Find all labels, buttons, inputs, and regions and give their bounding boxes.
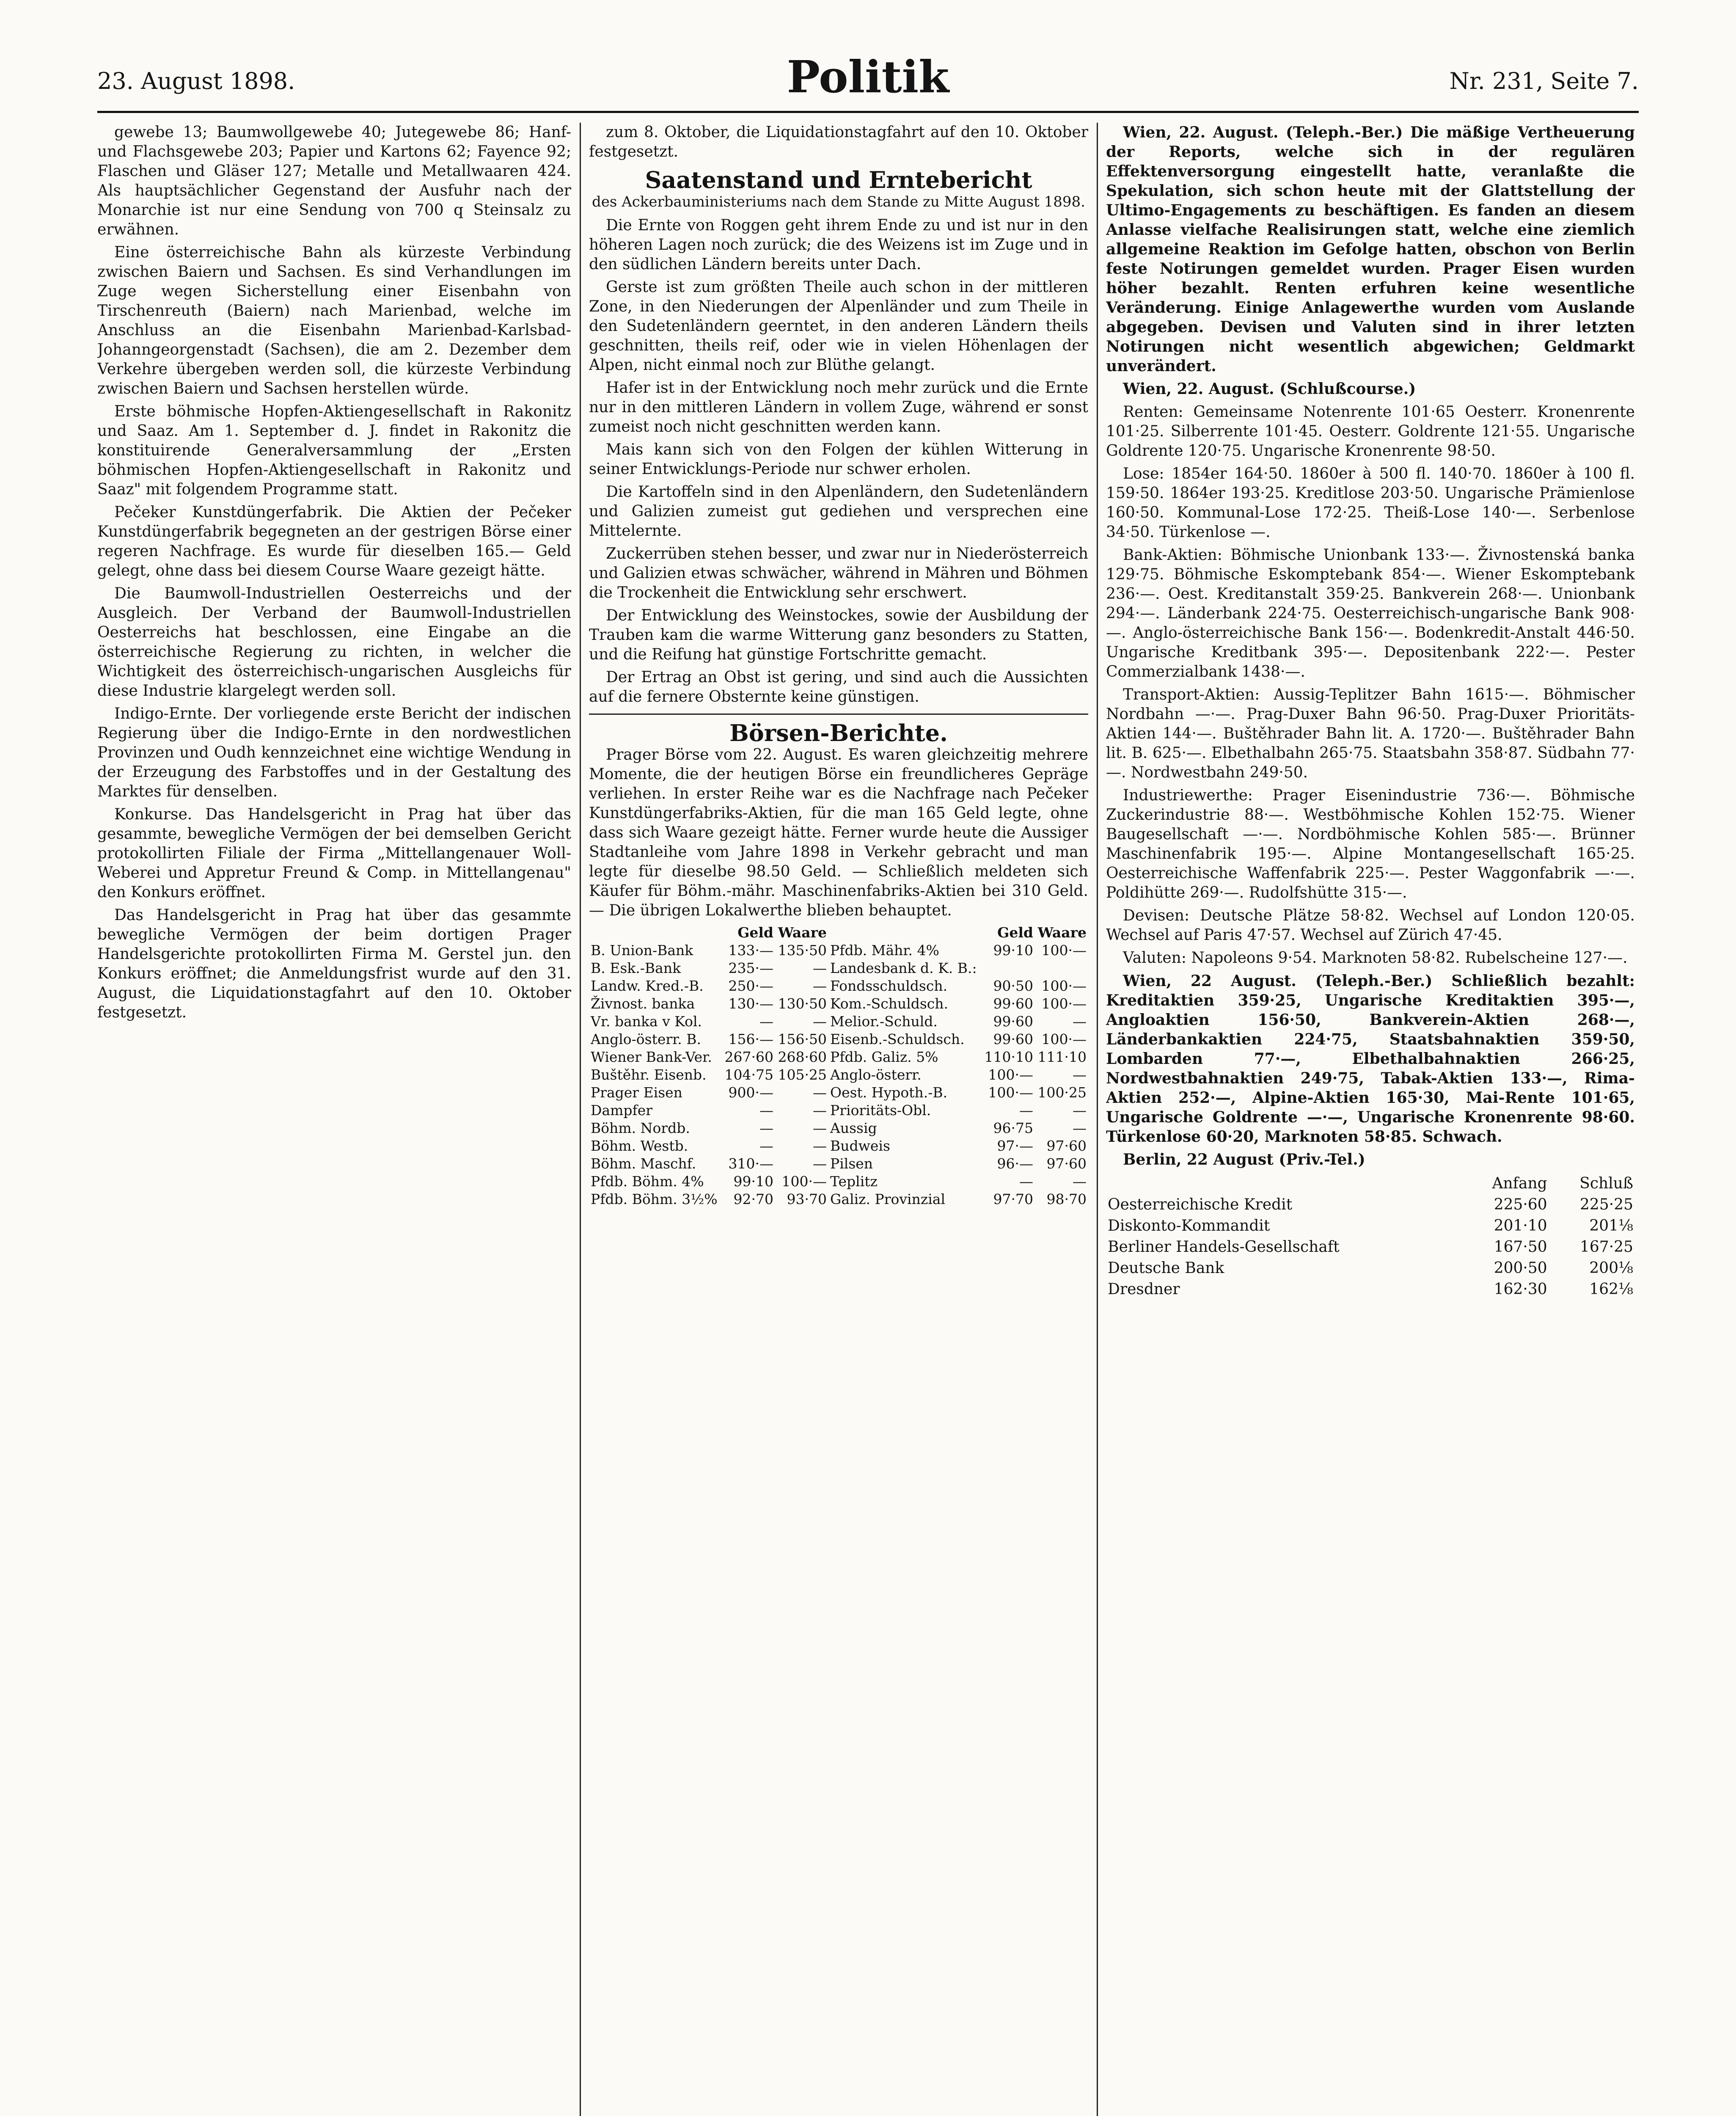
table-cell	[1035, 959, 1088, 977]
header-rule	[97, 111, 1639, 113]
article-paragraph: Pečeker Kunstdüngerfabrik. Die Aktien der Pečeker Kunstdüngerfabrik begegneten an der gestrigen Börse einer regeren Nachfrage. Es wurde für dieselben 165.— Geld gelegt, ohne dass bei diesem Course Waare gezeigt hätte.	[97, 504, 571, 579]
table-cell: Prager Eisen	[591, 1084, 682, 1101]
table-cell: Vr. banka v Kol.	[591, 1013, 702, 1030]
table-cell: 156·—	[728, 1031, 774, 1047]
table-cell: —	[813, 960, 827, 976]
table-cell: 200·50	[1494, 1259, 1547, 1277]
table-cell: Berliner Handels-Gesellschaft	[1108, 1238, 1340, 1256]
table-cell: B. Esk.-Bank	[591, 960, 681, 976]
article-paragraph: Die Ernte von Roggen geht ihrem Ende zu und ist nur in den höheren Lagen noch zurück; die des Weizens ist im Zuge und in den südlichen Ländern bereits unter Dach.	[589, 217, 1088, 273]
table-cell: —	[813, 1120, 827, 1136]
table-cell: —	[813, 1013, 827, 1030]
header-cell: Anfang	[1492, 1175, 1547, 1192]
table-row	[1106, 1258, 1635, 1279]
table-cell: 225·25	[1580, 1196, 1633, 1213]
article-paragraph: Die Baumwoll-Industriellen Oesterreichs und der Ausgleich. Der Verband der Baumwoll-Industriellen Oesterreichs hat beschlossen, eine Eingabe an die österreichische Regierung zu richten, in welcher die Wichtigkeit des österreichisch-ungarischen Ausgleichs für diese Industrie klargelegt werden soll.	[97, 585, 571, 700]
table-cell: 225·60	[1494, 1196, 1547, 1213]
table-row	[589, 1013, 1088, 1030]
table-cell: Pfdb. Böhm. 4%	[591, 1173, 704, 1190]
column-3	[1106, 123, 1635, 2116]
table-cell: 104·75	[724, 1066, 774, 1083]
article-paragraph: Hafer ist in der Entwicklung noch mehr zurück und die Ernte nur in den mittleren Ländern in vollem Zuge, während er sonst zumeist noch nicht geschnitten werden kann.	[589, 379, 1088, 435]
table-cell: —	[759, 1120, 774, 1136]
article-paragraph: Prager Börse vom 22. August. Es waren gleichzeitig mehrere Momente, die der heutigen Börse ein freundlicheres Gepräge verliehen. In erster Reihe war es die Nachfrage nach Pečeker Kunstdüngerfabriks-Aktien, für die man 165 Geld legte, ohne dass sich Waare gezeigt hätte. Ferner wurde heute die Aussiger Stadtanleihe vom Jahre 1898 in Verkehr gebracht und man legte für dieselbe 98.50 Geld. — Schließlich meldeten sich Käufer für Böhm.-mähr. Maschinenfabriks-Aktien bei 310 Geld. — Die übrigen Lokalwerthe blieben behauptet.	[589, 746, 1088, 919]
table-row	[589, 942, 1088, 959]
table-row	[1106, 1279, 1635, 1300]
table-cell: B. Union-Bank	[591, 942, 693, 959]
article-paragraph: Bank-Aktien: Böhmische Unionbank 133·—. Živnostenská banka 129·75. Böhmische Eskomptebank 854·—. Wiener Eskomptebank 236·—. Oest. Kreditanstalt 359·25. Bankverein 268·—. Unionbank 294·—. Länderbank 224·75. Oesterreichisch-ungarische Bank 908·—. Anglo-österreichische Bank 156·—. Bodenkredit-Anstalt 446·50. Ungarische Kreditbank 395·—. Depositenbank 222·—. Pester Commerzialbank 1438·—.	[1106, 546, 1635, 681]
berlin-quotes-table	[1106, 1173, 1635, 1300]
table-cell: 268·60	[778, 1049, 827, 1065]
article-paragraph: Indigo-Ernte. Der vorliegende erste Bericht der indischen Regierung über die Indigo-Ernte in den nordwestlichen Provinzen und Oudh kennzeichnet eine wichtige Wendung in der Erzeugung des Farbstoffes und in der Gestaltung des Marktes für denselben.	[97, 705, 571, 800]
table-cell: 110·10	[984, 1049, 1033, 1065]
table-cell: 97·60	[1046, 1138, 1087, 1154]
table-cell: 100·25	[1037, 1084, 1087, 1101]
table-cell: 100·—	[781, 1173, 827, 1190]
table-cell: 267·60	[724, 1049, 774, 1065]
table-cell: —	[813, 978, 827, 994]
article-paragraph: Zuckerrüben stehen besser, und zwar nur in Niederösterreich und Galizien etwas schwächer, während in Mähren und Böhmen die Trockenheit die Entwicklung sehr erschwert.	[589, 545, 1088, 601]
table-cell: Galiz. Provinzial	[830, 1191, 946, 1207]
table-cell: 97·70	[993, 1191, 1033, 1207]
table-cell: Pfdb. Mähr. 4%	[830, 942, 939, 959]
article-paragraph: Eine österreichische Bahn als kürzeste Verbindung zwischen Baiern und Sachsen. Es sind Verhandlungen im Zuge wegen Sicherstellung einer Eisenbahn von Tirschenreuth (Baiern) nach Marienbad, welche im Anschluss an die Eisenbahn Marienbad-Karlsbad-Johanngeorgenstadt (Sachsen), die am 2. Dezember dem Verkehre übergeben werden soll, die kürzeste Verbindung zwischen Baiern und Sachsen herstellen würde.	[97, 244, 571, 397]
table-row	[589, 1102, 1088, 1119]
table-cell: Böhm. Westb.	[591, 1138, 688, 1154]
table-cell: —	[813, 1084, 827, 1101]
table-cell: 167·50	[1494, 1238, 1547, 1256]
table-cell: Landesbank d. K. B.:	[830, 960, 977, 976]
table-row	[589, 1084, 1088, 1102]
table-cell: 130·50	[778, 995, 827, 1012]
table-cell: 310·—	[728, 1155, 774, 1172]
table-cell: —	[1073, 1120, 1087, 1136]
table-cell: Fondsschuldsch.	[830, 978, 948, 994]
table-cell: 135·50	[778, 942, 827, 959]
table-cell: 99·10	[993, 942, 1033, 959]
table-header-row	[1106, 1173, 1635, 1194]
table-row	[589, 977, 1088, 995]
table-cell: 200⅛	[1589, 1259, 1633, 1277]
article-paragraph	[1106, 123, 1635, 376]
header-cell	[1106, 1173, 1461, 1194]
dateline: Wien, 22 August. (Teleph.-Ber.) Schließlich bezahlt:	[1123, 972, 1635, 990]
table-cell: 156·50	[778, 1031, 827, 1047]
table-cell: Anglo-österr.	[830, 1066, 922, 1083]
table-cell: Pfdb. Böhm. 3½%	[591, 1191, 718, 1207]
dateline: Berlin, 22 August (Priv.-Tel.)	[1123, 1151, 1365, 1168]
table-row	[1106, 1215, 1635, 1237]
table-cell: 92·70	[733, 1191, 774, 1207]
page-header	[97, 51, 1639, 110]
dateline: Wien, 22. August. (Schlußcourse.)	[1123, 380, 1416, 398]
table-cell: 162·30	[1494, 1281, 1547, 1298]
header-cell	[828, 924, 982, 942]
column-1	[97, 123, 571, 2116]
bourse-heading: Börsen-Berichte.	[729, 719, 948, 747]
table-cell: —	[759, 1013, 774, 1030]
table-cell: Wiener Bank-Ver.	[591, 1049, 712, 1065]
article-paragraph: Devisen: Deutsche Plätze 58·82. Wechsel auf London 120·05. Wechsel auf Paris 47·57. Wechsel auf Zürich 47·45.	[1106, 907, 1635, 944]
table-cell: 100·—	[988, 1084, 1033, 1101]
table-row	[589, 1048, 1088, 1066]
table-cell: 96·—	[997, 1155, 1033, 1172]
table-cell: 100·—	[1041, 942, 1087, 959]
table-row	[589, 1030, 1088, 1048]
dateline: Wien, 22. August. (Teleph.-Ber.)	[1123, 124, 1403, 141]
table-cell: 99·60	[993, 995, 1033, 1012]
table-cell: 90·50	[993, 978, 1033, 994]
table-cell: 250·—	[728, 978, 774, 994]
table-cell: —	[813, 1102, 827, 1119]
table-cell: Prioritäts-Obl.	[830, 1102, 931, 1119]
table-cell: Dampfer	[591, 1102, 653, 1119]
table-cell: Oest. Hypoth.-B.	[830, 1084, 948, 1101]
table-cell: 97·—	[997, 1138, 1033, 1154]
article-paragraph: Industriewerthe: Prager Eisenindustrie 736·—. Böhmische Zuckerindustrie 88·—. Westböhmische Kohlen 152·75. Wiener Baugesellschaft —·—. Nordböhmische Kohlen 585·—. Brünner Maschinenfabrik 195·—. Alpine Montangesellschaft 165·25. Oesterreichische Waffenfabrik 225·—. Pester Waggonfabrik —·—. Poldihütte 269·—. Rudolfshütte 315·—.	[1106, 787, 1635, 901]
table-cell: 99·10	[733, 1173, 774, 1190]
table-cell: 98·70	[1046, 1191, 1087, 1207]
table-cell: —	[1073, 1013, 1087, 1030]
table-cell: —	[1019, 1102, 1033, 1119]
table-cell: Dresdner	[1108, 1281, 1180, 1298]
table-row	[589, 995, 1088, 1013]
table-row	[1106, 1194, 1635, 1215]
table-cell: 201·10	[1494, 1217, 1547, 1234]
column-divider-2	[1097, 123, 1098, 2116]
table-row	[1106, 1237, 1635, 1258]
header-cell: Schluß	[1579, 1175, 1633, 1192]
table-cell: Eisenb.-Schuldsch.	[830, 1031, 965, 1047]
article-paragraph	[1106, 379, 1635, 399]
table-row	[589, 1066, 1088, 1084]
table-cell: Pfdb. Galiz. 5%	[830, 1049, 938, 1065]
table-cell: Aussig	[830, 1120, 877, 1136]
masthead-title: Politik	[787, 51, 949, 103]
table-cell: Pilsen	[830, 1155, 873, 1172]
table-cell	[982, 959, 1035, 977]
table-cell: 105·25	[778, 1066, 827, 1083]
column-divider-1	[580, 123, 581, 2116]
article-paragraph: Renten: Gemeinsame Notenrente 101·65 Oesterr. Kronenrente 101·25. Silberrente 101·45. Oesterr. Goldrente 121·55. Ungarische Goldrente 120·75. Ungarische Kronenrente 98·50.	[1106, 403, 1635, 460]
section-rule	[589, 714, 1088, 715]
table-cell: Böhm. Nordb.	[591, 1120, 690, 1136]
crop-report-subheading: des Ackerbauministeriums nach dem Stande zu Mitte August 1898.	[592, 193, 1085, 210]
table-row	[589, 1137, 1088, 1155]
table-cell: 167·25	[1580, 1238, 1633, 1256]
table-row	[589, 959, 1088, 977]
table-cell: 900·—	[728, 1084, 774, 1101]
article-paragraph	[1106, 1150, 1635, 1170]
table-cell: 235·—	[728, 960, 774, 976]
table-cell: Böhm. Maschf.	[591, 1155, 696, 1172]
table-cell: 93·70	[787, 1191, 827, 1207]
table-cell: —	[759, 1102, 774, 1119]
issue-date: 23. August 1898.	[97, 68, 295, 94]
table-row	[589, 1173, 1088, 1190]
table-cell: Melior.-Schuld.	[830, 1013, 938, 1030]
article-paragraph: Lose: 1854er 164·50. 1860er à 500 fl. 140·70. 1860er à 100 fl. 159·50. 1864er 193·25. Kreditlose 203·50. Ungarische Prämienlose 160·50. Kommunal-Lose 172·25. Theiß-Lose 140·—. Serbenlose 34·50. Türkenlose —.	[1106, 465, 1635, 541]
article-paragraph	[1106, 971, 1635, 1146]
report-text: Die mäßige Vertheuerung der Reports, welche sich in der regulären Effektenversorgung eingestellt hatte, veranlaßte die Spekulation, sich schon heute mit der Glattstellung der Ultimo-Engagements zu beschäftigen. Es fanden an diesem Anlasse vielfache Realisirungen statt, welche eine ziemlich allgemeine Reaktion im Gefolge hatten, obschon von Berlin feste Notirungen gemeldet wurden. Prager Eisen wurden höher bezahlt. Renten erfuhren keine wesentliche Veränderung. Einige Anlagewerthe wurden vom Auslande abgegeben. Devisen und Valuten sind in ihrer letzten Notirungen nicht wesentlich abgewichen; Geldmarkt unverändert.	[1106, 124, 1635, 375]
table-row	[589, 1155, 1088, 1173]
table-cell: 99·60	[993, 1031, 1033, 1047]
table-cell: Živnost. banka	[591, 995, 695, 1012]
table-cell: Deutsche Bank	[1108, 1259, 1224, 1277]
table-cell: 99·60	[993, 1013, 1033, 1030]
article-paragraph: Das Handelsgericht in Prag hat über das gesammte bewegliche Vermögen der beim dortigen Prager Handelsgerichte protokollirten Firma M. Gerstel jun. den Konkurs eröffnet; die Anmeldungsfrist wurde auf den 31. August, die Liquidationstagfahrt auf den 10. Oktober festgesetzt.	[97, 906, 571, 1021]
article-paragraph: Transport-Aktien: Aussig-Teplitzer Bahn 1615·—. Böhmischer Nordbahn —·—. Prag-Duxer Bahn 96·50. Prag-Duxer Prioritäts-Aktien 144·—. Buštěhrader Bahn lit. A. 1720·—. Buštěhrader Bahn lit. B. 625·—. Elbethalbahn 265·75. Staatsbahn 358·87. Südbahn 77·—. Nordwestbahn 249·50.	[1106, 686, 1635, 781]
table-row	[589, 1119, 1088, 1137]
table-cell: 100·—	[1041, 995, 1087, 1012]
table-cell: Budweis	[830, 1138, 890, 1154]
table-header-row	[589, 924, 1088, 942]
table-cell: Kom.-Schuldsch.	[830, 995, 949, 1012]
article-paragraph: Erste böhmische Hopfen-Aktiengesellschaft in Rakonitz und Saaz. Am 1. September d. J. findet in Rakonitz die konstituirende Generalversammlung der „Ersten böhmischen Hopfen-Aktiengesellschaft in Rakonitz und Saaz" mit folgendem Programme statt.	[97, 403, 571, 498]
table-cell: —	[1073, 1102, 1087, 1119]
article-paragraph: Gerste ist zum größten Theile auch schon in der mittleren Zone, in den Niederungen der Alpenländer und zum Theile in den Sudetenländern geerntet, in den anderen Ländern theils geschnitten, theils reif, oder wie in vielen Höhenlagen der Alpen, nicht einmal noch zur Blüthe gelangt.	[589, 278, 1088, 374]
table-cell: 201⅛	[1589, 1217, 1633, 1234]
table-cell: —	[759, 1138, 774, 1154]
table-cell: 100·—	[1041, 978, 1087, 994]
table-cell: Oesterreichische Kredit	[1108, 1196, 1293, 1213]
article-paragraph: Mais kann sich von den Folgen der kühlen Witterung in seiner Entwicklungs-Periode nur schwer erholen.	[589, 441, 1088, 478]
table-cell: 96·75	[993, 1120, 1033, 1136]
table-cell: —	[1073, 1066, 1087, 1083]
header-cell: Geld	[997, 924, 1033, 941]
table-cell: 100·—	[988, 1066, 1033, 1083]
table-cell: 100·—	[1041, 1031, 1087, 1047]
prague-quotes-table	[589, 924, 1088, 1208]
header-cell: Waare	[778, 924, 827, 941]
table-cell: 111·10	[1037, 1049, 1087, 1065]
article-paragraph: Der Ertrag an Obst ist gering, und sind auch die Aussichten auf die fernere Obsternte keine günstigen.	[589, 669, 1088, 705]
column-2	[589, 123, 1088, 2116]
table-cell: Buštěhr. Eisenb.	[591, 1066, 707, 1083]
header-cell: Waare	[1037, 924, 1087, 941]
table-cell: —	[813, 1155, 827, 1172]
article-paragraph: zum 8. Oktober, die Liquidationstagfahrt auf den 10. Oktober festgesetzt.	[589, 124, 1088, 160]
article-paragraph: Die Kartoffeln sind in den Alpenländern, den Sudetenländern und Galizien zumeist gut gediehen und versprechen eine Mittelernte.	[589, 483, 1088, 540]
article-paragraph: gewebe 13; Baumwollgewebe 40; Jutegewebe 86; Hanf- und Flachsgewebe 203; Papier und Kartons 62; Fayence 92; Flaschen und Gläser 127; Metalle und Metallwaaren 424. Als hauptsächlicher Gegenstand der Ausfuhr nach der Monarchie ist nur eine Sendung von 700 q Steinsalz zu erwähnen.	[97, 124, 571, 238]
article-paragraph: Valuten: Napoleons 9·54. Marknoten 58·82. Rubelscheine 127·—.	[1123, 949, 1628, 967]
table-cell: —	[1019, 1173, 1033, 1190]
report-text: Kreditaktien 359·25, Ungarische Kreditaktien 395·—, Angloaktien 156·50, Bankverein-Aktien 268·—, Länderbankaktien 224·75, Staatsbahnaktien 359·50, Lombarden 77·—, Elbethalbahnaktien 266·25, Nordwestbahnaktien 249·75, Tabak-Aktien 133·—, Rima-Aktien 252·—, Alpine-Aktien 165·30, Mai-Rente 101·65, Ungarische Goldrente —·—, Ungarische Kronenrente 98·60. Türkenlose 60·20, Marknoten 58·85. Schwach.	[1106, 992, 1635, 1146]
table-cell: 133·—	[728, 942, 774, 959]
issue-number: Nr. 231, Seite 7.	[1449, 68, 1639, 94]
article-paragraph: Der Entwicklung des Weinstockes, sowie der Ausbildung der Trauben kam die warme Witterung ganz besonders zu Statten, und die Reifung hat günstige Fortschritte gemacht.	[589, 607, 1088, 663]
table-cell: Diskonto-Kommandit	[1108, 1217, 1270, 1234]
table-cell: 162⅛	[1589, 1281, 1633, 1298]
table-cell: —	[813, 1138, 827, 1154]
table-cell: 130·—	[728, 995, 774, 1012]
crop-report-heading: Saatenstand und Erntebericht	[645, 166, 1032, 193]
article-paragraph: Konkurse. Das Handelsgericht in Prag hat über das gesammte, bewegliche Vermögen der bei demselben Gericht protokollirten Filiale der Firma „Mittellangenauer Woll-Weberei und Appretur Freund & Comp. in Mittellangenau" den Konkurs eröffnet.	[97, 806, 571, 901]
table-cell: Landw. Kred.-B.	[591, 978, 704, 994]
table-cell: Teplitz	[830, 1173, 878, 1190]
table-cell: 97·60	[1046, 1155, 1087, 1172]
header-cell: Geld	[737, 924, 774, 941]
table-cell: Anglo-österr. B.	[591, 1031, 702, 1047]
table-cell: —	[1073, 1173, 1087, 1190]
table-row	[589, 1190, 1088, 1208]
header-cell	[589, 924, 722, 942]
